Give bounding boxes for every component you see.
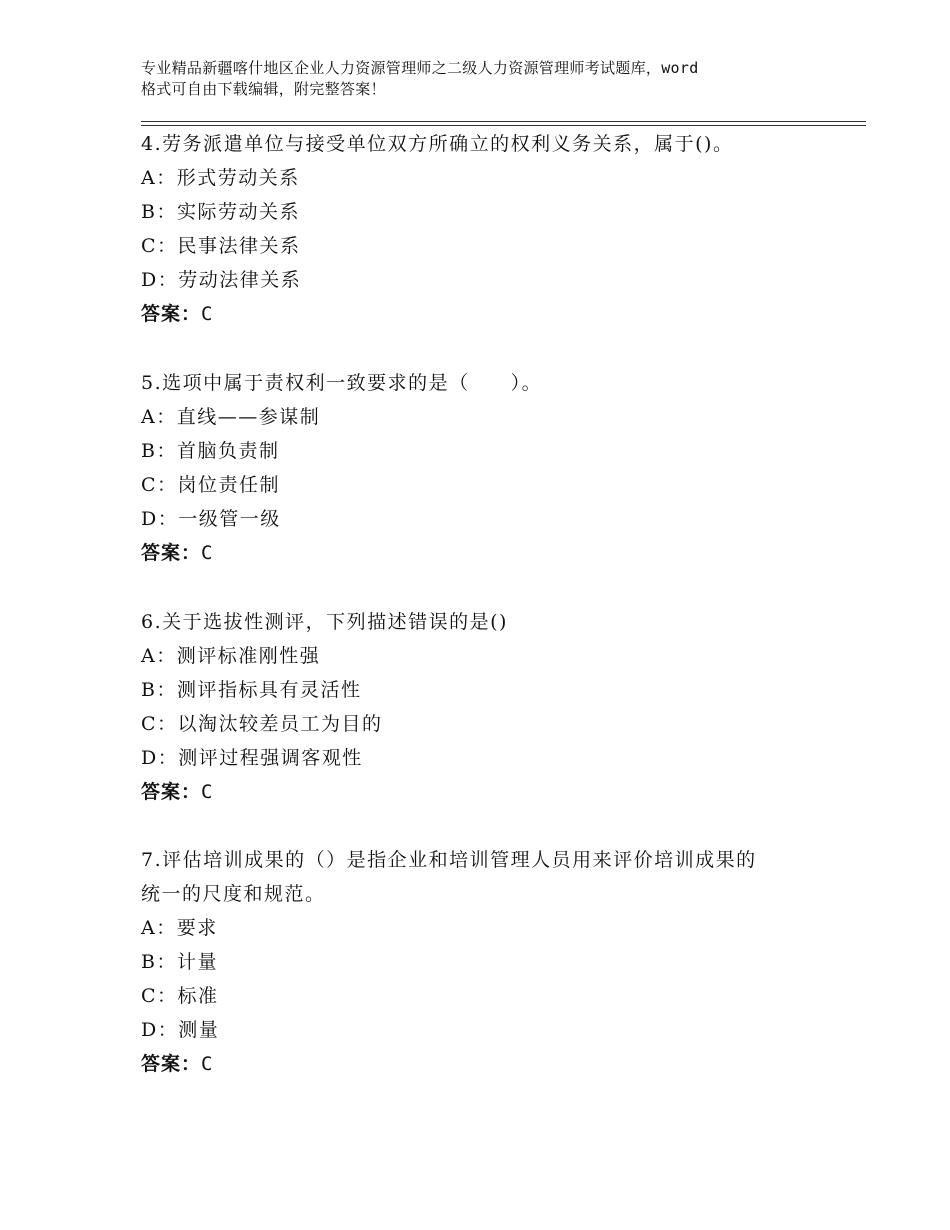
question-7 [141,843,841,1081]
option-d: D：测量 [141,1019,220,1041]
option-d: D：一级管一级 [141,508,281,530]
answer-line [141,775,841,809]
option-b: B：测评指标具有灵活性 [141,679,362,701]
answer-line [141,1047,841,1081]
question-4 [141,127,841,331]
question-stem: 4.劳务派遣单位与接受单位双方所确立的权利义务关系，属于()。 [141,133,734,155]
answer-value: C [201,781,214,803]
answer-value: C [201,542,214,564]
question-stem: 6.关于选拔性测评，下列描述错误的是() [141,611,508,633]
header-line-1: 专业精品新疆喀什地区企业人力资源管理师之二级人力资源管理师考试题库，word [141,59,699,77]
answer-label: 答案： [141,303,202,325]
answer-line [141,536,841,570]
question-6 [141,605,841,809]
option-c: C：标准 [141,985,219,1007]
option-a: A：直线——参谋制 [141,406,321,428]
question-stem: 5.选项中属于责权利一致要求的是（ ）。 [141,372,543,394]
answer-value: C [201,303,214,325]
option-c: C：岗位责任制 [141,474,281,496]
answer-label: 答案： [141,542,202,564]
option-a: A：测评标准刚性强 [141,645,321,667]
question-stem-continued: 统一的尺度和规范。 [141,883,326,905]
answer-value: C [201,1053,214,1075]
option-d: D：测评过程强调客观性 [141,747,363,769]
answer-label: 答案： [141,781,202,803]
answer-label: 答案： [141,1053,202,1075]
option-c: C：民事法律关系 [141,235,301,257]
option-b: B：计量 [141,951,218,973]
header-line-2: 格式可自由下载编辑，附完整答案！ [141,80,386,98]
header-divider [141,121,866,126]
document-header [141,58,841,100]
option-b: B：首脑负责制 [141,440,280,462]
question-stem: 7.评估培训成果的（）是指企业和培训管理人员用来评价培训成果的 [141,849,757,871]
option-c: C：以淘汰较差员工为目的 [141,713,383,735]
option-a: A：形式劳动关系 [141,167,300,189]
option-b: B：实际劳动关系 [141,201,300,223]
option-d: D：劳动法律关系 [141,269,302,291]
question-5 [141,366,841,570]
answer-line [141,297,841,331]
option-a: A：要求 [141,917,218,939]
